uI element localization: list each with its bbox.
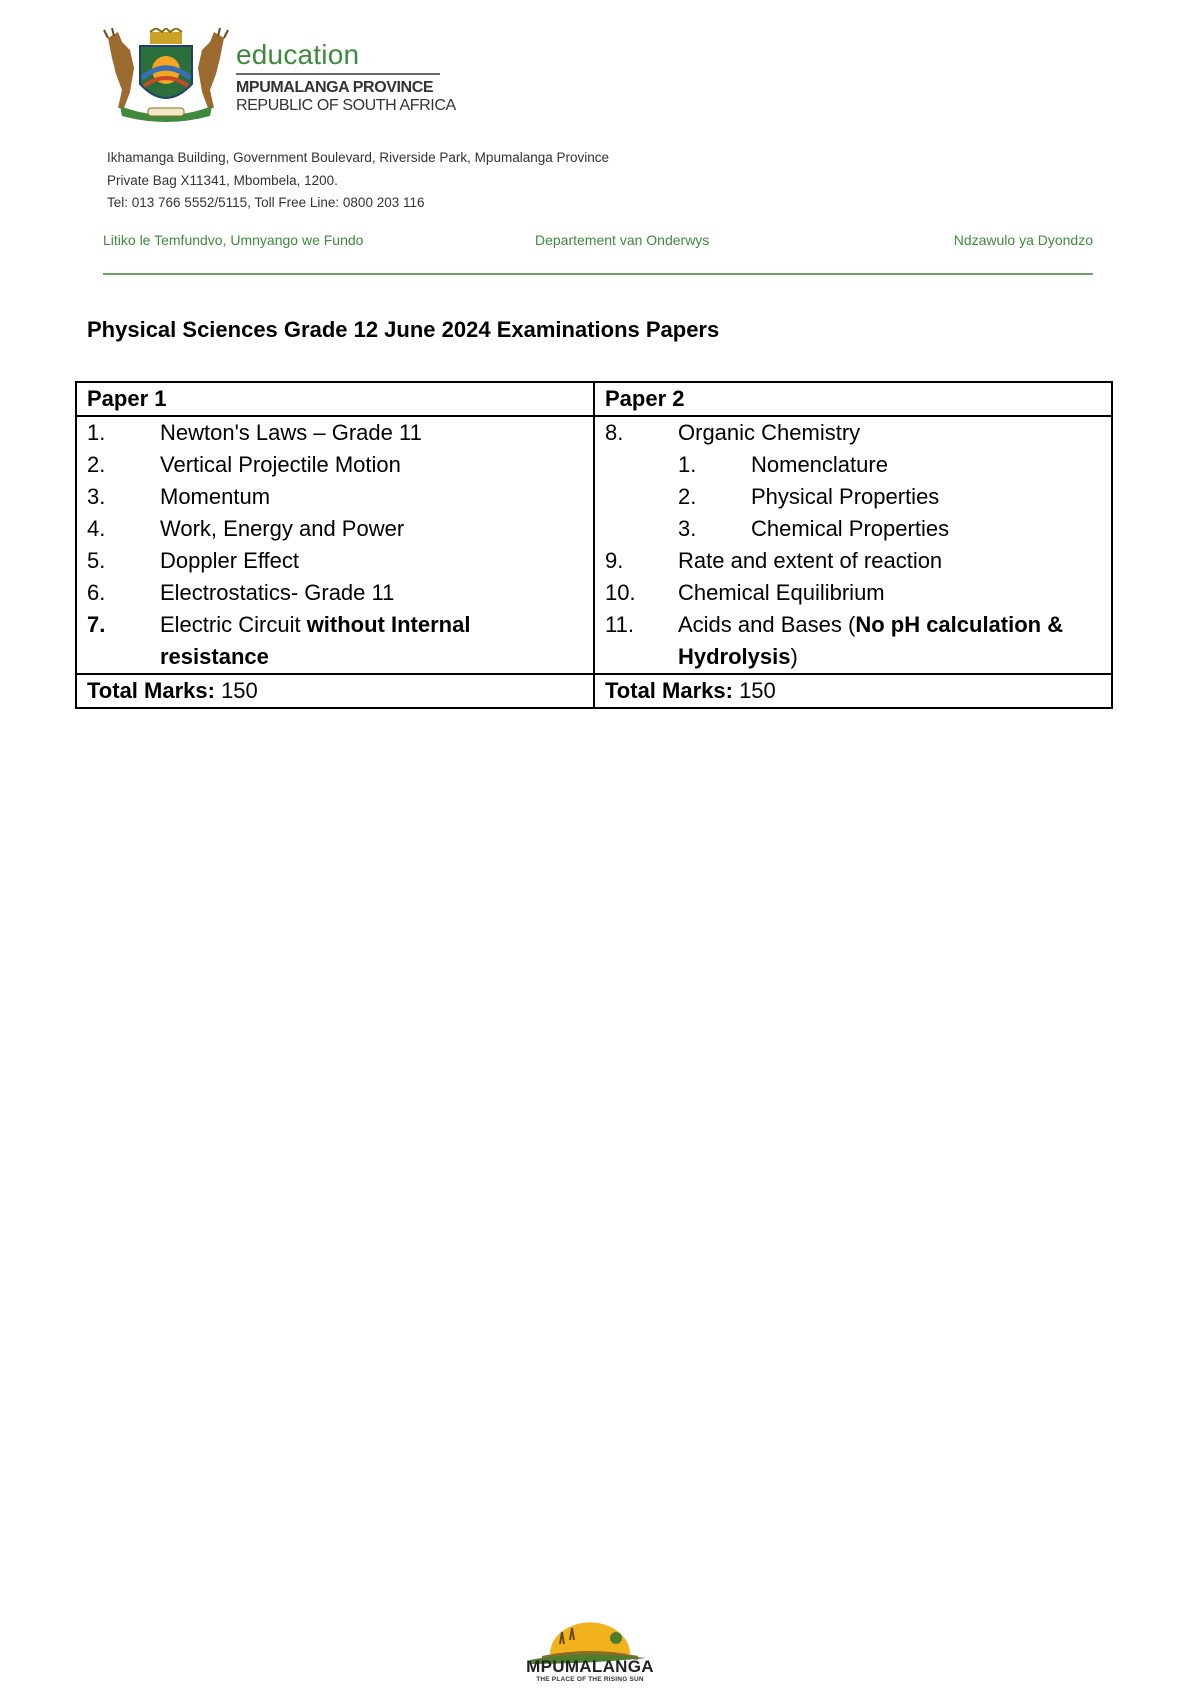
footer-tagline: THE PLACE OF THE RISING SUN — [536, 1676, 644, 1683]
item-number: 1. — [678, 452, 697, 477]
item-number: 2. — [678, 484, 697, 509]
table-header-row — [76, 382, 1112, 416]
tagline-afrikaans: Departement van Onderwys — [535, 232, 710, 248]
item-text: Doppler Effect — [160, 548, 300, 573]
letterhead-divider — [103, 273, 1093, 275]
sub-list-item — [605, 513, 1103, 545]
list-item — [87, 577, 585, 609]
item-number: 9. — [605, 548, 624, 573]
item-text: Chemical Equilibrium — [678, 580, 885, 605]
footer-brand-name: MPUMALANGA — [526, 1657, 654, 1676]
department-brand — [236, 40, 456, 115]
item-text: Rate and extent of reaction — [678, 548, 943, 573]
address-line: Ikhamanga Building, Government Boulevard, Riverside Park, Mpumalanga Province — [107, 150, 610, 165]
list-item — [87, 449, 585, 481]
brand-province: MPUMALANGA PROVINCE — [236, 79, 434, 96]
item-text: Chemical Properties — [751, 516, 950, 541]
address-line: Tel: 013 766 5552/5115, Toll Free Line: 0800 203 116 — [107, 195, 425, 210]
item-text: Newton's Laws – Grade 11 — [160, 420, 422, 445]
brand-divider — [236, 73, 440, 75]
document-title: Physical Sciences Grade 12 June 2024 Examinations Papers — [87, 317, 720, 342]
list-item — [605, 577, 1103, 609]
item-number: 4. — [87, 516, 106, 541]
tagline-siswati: Litiko le Temfundvo, Umnyango we Fundo — [103, 232, 364, 248]
paper1-topics — [76, 416, 594, 674]
coat-of-arms-logo — [100, 28, 232, 126]
total-label: Total Marks: — [87, 678, 215, 703]
table-row — [76, 416, 1112, 674]
item-number: 3. — [87, 484, 106, 509]
department-taglines — [103, 232, 1093, 252]
brand-education: education — [236, 39, 360, 70]
item-text: Work, Energy and Power — [160, 516, 405, 541]
list-item — [87, 545, 585, 577]
item-number: 7. — [87, 612, 106, 637]
paper2-topics — [594, 416, 1112, 674]
item-text: Organic Chemistry — [678, 420, 861, 445]
item-text: Vertical Projectile Motion — [160, 452, 401, 477]
paper1-total — [76, 674, 594, 708]
list-item — [87, 609, 585, 673]
item-text-bold: No pH calculation & Hydrolysis — [678, 612, 1064, 669]
total-value: 150 — [732, 678, 776, 703]
list-item — [87, 417, 585, 449]
item-number: 10. — [605, 580, 636, 605]
item-number: 11. — [605, 612, 634, 637]
item-text-plain: ) — [790, 644, 798, 669]
item-number: 3. — [678, 516, 697, 541]
paper1-header: Paper 1 — [76, 382, 594, 416]
item-number: 5. — [87, 548, 106, 573]
sub-list-item — [605, 449, 1103, 481]
paper2-total — [594, 674, 1112, 708]
item-text: Momentum — [160, 484, 271, 509]
item-text-bold: without Internal resistance — [160, 612, 471, 669]
table-total-row — [76, 674, 1112, 708]
item-text-plain: Electric Circuit — [160, 612, 307, 637]
list-item — [605, 417, 1103, 449]
item-number: 2. — [87, 452, 106, 477]
address-line: Private Bag X11341, Mbombela, 1200. — [107, 172, 338, 188]
list-item — [605, 545, 1103, 577]
list-item — [87, 481, 585, 513]
item-number: 8. — [605, 420, 624, 445]
item-text — [160, 609, 585, 673]
item-text — [678, 609, 1103, 673]
paper2-header: Paper 2 — [594, 382, 1112, 416]
tagline-xitsonga: Ndzawulo ya Dyondzo — [953, 232, 1093, 248]
total-value: 150 — [214, 678, 258, 703]
item-number: 6. — [87, 580, 106, 605]
brand-country: REPUBLIC OF SOUTH AFRICA — [236, 97, 456, 114]
item-text: Electrostatics- Grade 11 — [160, 580, 395, 605]
sub-list-item — [605, 481, 1103, 513]
item-text-plain: Acids and Bases ( — [678, 612, 856, 637]
item-text: Nomenclature — [751, 452, 888, 477]
item-number: 1. — [87, 420, 106, 445]
item-text: Physical Properties — [751, 484, 940, 509]
address-block — [107, 147, 609, 215]
total-label: Total Marks: — [605, 678, 733, 703]
list-item — [87, 513, 585, 545]
exam-papers-table — [75, 381, 1113, 709]
list-item — [605, 609, 1103, 673]
